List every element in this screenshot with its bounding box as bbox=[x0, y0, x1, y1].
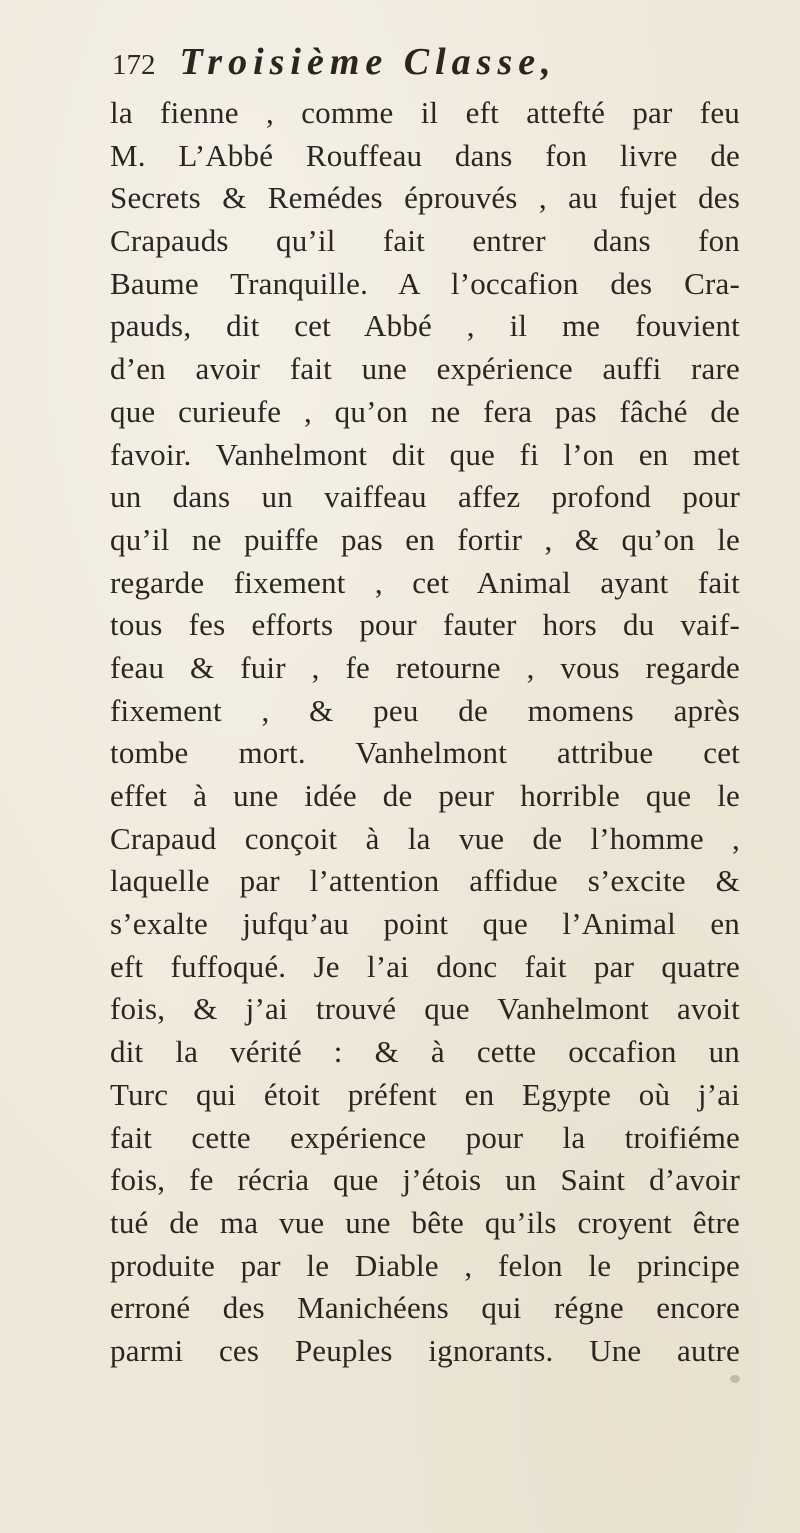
running-head: Troisième Classe, bbox=[179, 41, 557, 83]
text-line: M. L’Abbé Rouffeau dans fon livre de bbox=[110, 137, 740, 173]
text-line: que curieufe , qu’on ne fera pas fâché de bbox=[110, 393, 740, 429]
text-line: laquelle par l’attention affidue s’excite & bbox=[110, 863, 740, 899]
text-line: Baume Tranquille. A l’occafion des Cra- bbox=[110, 265, 740, 301]
text-line: pauds, dit cet Abbé , il me fouvient bbox=[110, 308, 740, 344]
text-line: fait cette expérience pour la troifiéme bbox=[110, 1119, 740, 1155]
text-line: favoir. Vanhelmont dit que fi l’on en met bbox=[110, 436, 740, 472]
body-text bbox=[110, 92, 740, 1373]
text-line: qu’il ne puiffe pas en fortir , & qu’on le bbox=[110, 521, 740, 557]
text-line: fois, fe récria que j’étois un Saint d’avoir bbox=[110, 1162, 740, 1198]
text-line: un dans un vaiffeau affez profond pour bbox=[110, 479, 740, 515]
page-header bbox=[112, 40, 732, 92]
text-line: Crapauds qu’il fait entrer dans fon bbox=[110, 223, 740, 259]
text-line: produite par le Diable , felon le principe bbox=[110, 1247, 740, 1283]
ink-speck bbox=[730, 1375, 740, 1383]
text-line: tous fes efforts pour fauter hors du vaif- bbox=[110, 607, 740, 643]
text-line: d’en avoir fait une expérience auffi rare bbox=[110, 351, 740, 387]
text-line: tombe mort. Vanhelmont attribue cet bbox=[110, 735, 740, 771]
text-line: Turc qui étoit préfent en Egypte où j’ai bbox=[110, 1076, 740, 1112]
text-line: la fienne , comme il eft attefté par feu bbox=[110, 95, 740, 130]
text-line: effet à une idée de peur horrible que le bbox=[110, 778, 740, 813]
text-line: regarde fixement , cet Animal ayant fait bbox=[110, 564, 740, 600]
text-line: fixement , & peu de momens après bbox=[110, 692, 740, 728]
text-line: Crapaud conçoit à la vue de l’homme , bbox=[110, 820, 740, 856]
text-line: dit la vérité : & à cette occafion un bbox=[110, 1034, 740, 1070]
text-line: erroné des Manichéens qui régne encore bbox=[110, 1290, 740, 1326]
text-line: parmi ces Peuples ignorants. Une autre bbox=[110, 1332, 740, 1368]
text-line: s’exalte jufqu’au point que l’Animal en bbox=[110, 906, 740, 942]
page-number: 172 bbox=[112, 49, 156, 81]
text-line: eft fuffoqué. Je l’ai donc fait par quatre bbox=[110, 948, 740, 984]
text-line: feau & fuir , fe retourne , vous regarde bbox=[110, 649, 740, 685]
text-line: fois, & j’ai trouvé que Vanhelmont avoit bbox=[110, 991, 740, 1027]
text-line: Secrets & Remédes éprouvés , au fujet des bbox=[110, 180, 740, 216]
text-line: tué de ma vue une bête qu’ils croyent être bbox=[110, 1204, 740, 1240]
